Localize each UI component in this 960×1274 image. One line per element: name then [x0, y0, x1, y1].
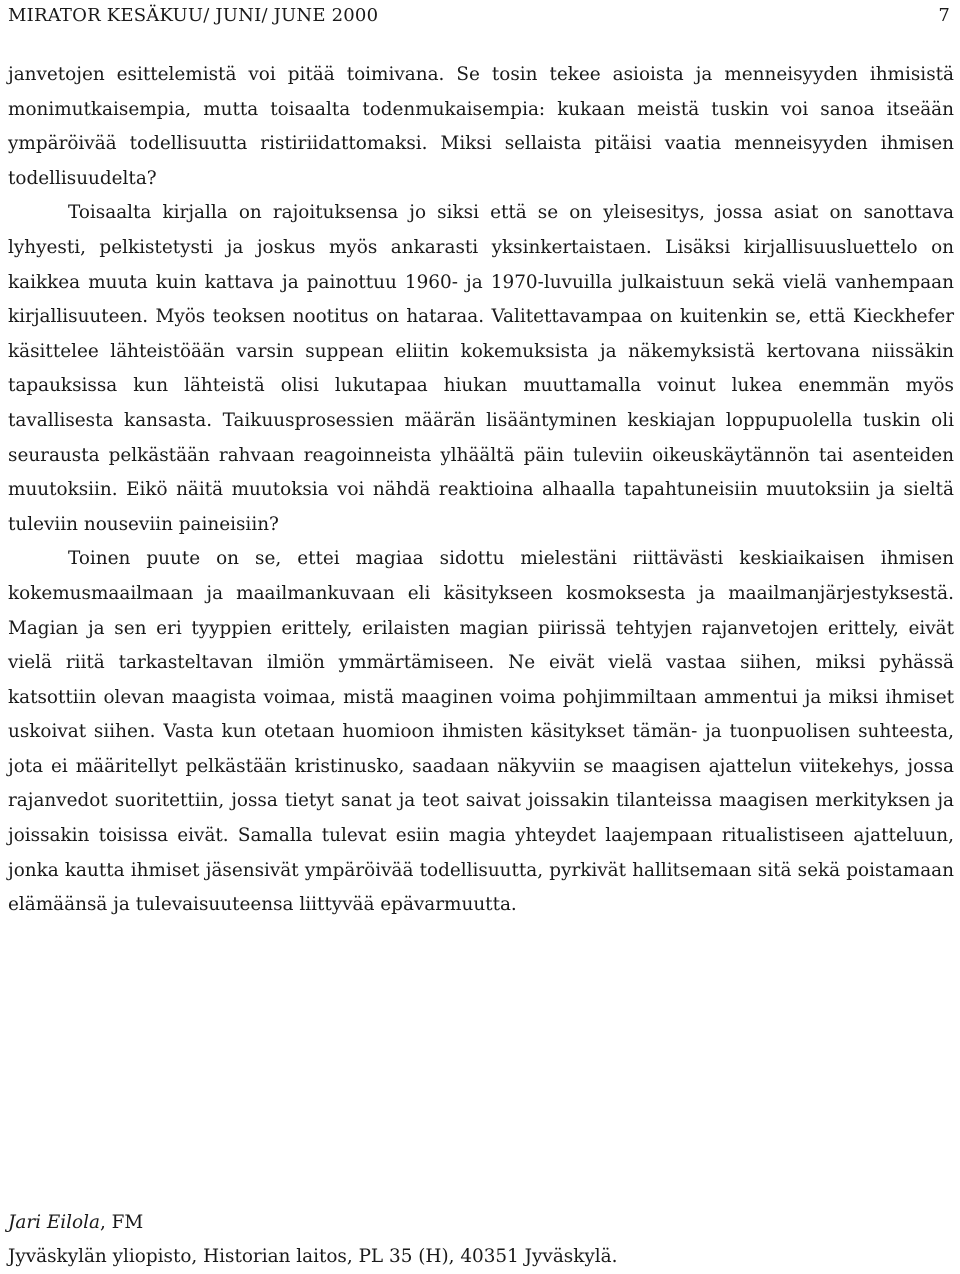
article-body: [8, 58, 954, 923]
document-page: [8, 0, 954, 1274]
author-name: Jari Eilola: [8, 1212, 100, 1233]
author-signature: [8, 1206, 954, 1274]
paragraph-second-shortcoming: Toinen puute on se, ettei magiaa sidottu mielestäni riittävästi keskiaikaisen ihmisen kokemusmaailmaan ja maailmankuvaan eli käsitykseen kosmoksesta ja maailmanjärjestyksestä. Magian ja sen eri tyyppien erittely, erilaisten magian piirissä tehtyjen rajanvetojen erittely, eivät vielä riitä tarkasteltavan ilmiön ymmärtämiseen. Ne eivät vielä vastaa siihen, miksi pyhässä katsottiin olevan maagista voimaa, mistä maaginen voima pohjimmiltaan ammentui ja miksi ihmiset uskoivat siihen. Vasta kun otetaan huomioon ihmisten käsitykset tämän- ja tuonpuolisen suhteesta, jota ei määritellyt pelkästään kristinusko, saadaan näkyviin se maagisen ajattelun viitekehys, jossa rajanvedot suoritettiin, jossa tietyt sanat ja teot saivat joissakin tilanteissa maagisen merkityksen ja joissakin toisissa eivät. Samalla tulevat esiin magia yhteydet laajempaan ritualistiseen ajatteluun, jonka kautta ihmiset jäsensivät ympäröivää todellisuutta, pyrkivät hallitsemaan sitä sekä poistamaan elämäänsä ja tulevaisuuteensa liittyvää epävarmuutta.: [8, 548, 954, 916]
running-header: [8, 2, 954, 30]
author-affiliation: Jyväskylän yliopisto, Historian laitos, PL 35 (H), 40351 Jyväskylä.: [8, 1246, 618, 1267]
author-degree: , FM: [99, 1212, 144, 1233]
page-number: 7: [938, 5, 950, 26]
paragraph-limitations: Toisaalta kirjalla on rajoituksensa jo siksi että se on yleisesitys, jossa asiat on sanottava lyhyesti, pelkistetysti ja joskus myös ankarasti yksinkertaistaen. Lisäksi kirjallisuusluettelo on kaikkea muuta kuin kattava ja painottuu 1960- ja 1970-luvuilla julkaistuun sekä vielä vanhempaan kirjallisuuteen. Myös teoksen nootitus on hataraa. Valitettavampaa on kuitenkin se, että Kieckhefer käsittelee lähteistöään varsin suppean eliitin kokemuksista ja näkemyksistä kertovana niissäkin tapauksissa kun lähteistä olisi lukutapaa hiukan muuttamalla voinut lukea enemmän myös tavallisesta kansasta. Taikuusprosessien määrän lisääntyminen keskiajan loppupuolella tuskin oli seurausta pelkästään rahvaan reagoinneista ylhäältä päin tuleviin oikeuskäytännön tai asenteiden muutoksiin. Eikö näitä muutoksia voi nähdä reaktioina alhaalla tapahtuneisiin muutoksiin ja sieltä tuleviin nouseviin paineisiin?: [8, 202, 954, 535]
journal-issue-title: MIRATOR KESÄKUU/ JUNI/ JUNE 2000: [8, 5, 379, 26]
paragraph-continuation: janvetojen esittelemistä voi pitää toimivana. Se tosin tekee asioista ja menneisyyden ihmisistä monimutkaisempia, mutta toisaalta todenmukaisempia: kukaan meistä tuskin voi sanoa itseään ympäröivää todellisuutta ristiriidattomaksi. Miksi sellaista pitäisi vaatia menneisyyden ihmisen todellisuudelta?: [8, 64, 954, 189]
author-line: [8, 1206, 954, 1240]
